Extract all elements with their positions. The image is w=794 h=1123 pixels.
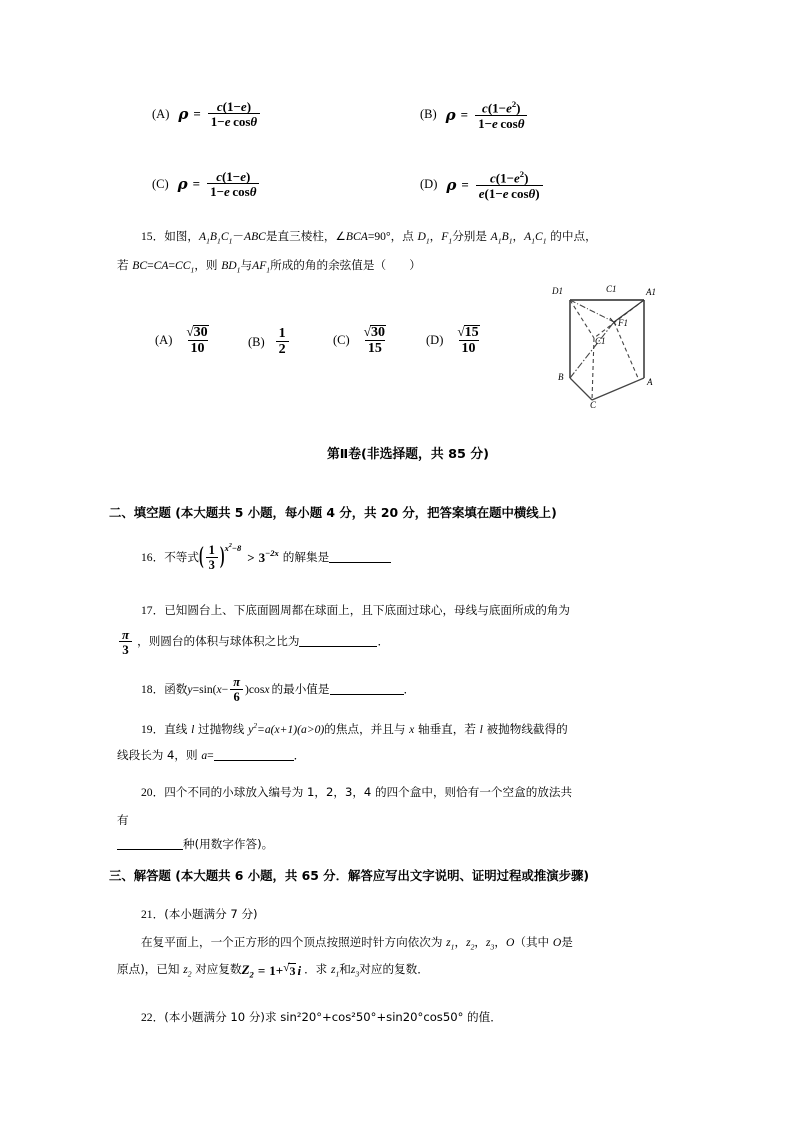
q18-number: 18． — [141, 682, 165, 696]
figure-label-D1: D1 — [552, 286, 563, 296]
q15-option-a-radicand: 30 — [193, 325, 208, 340]
q15-line-1: 15．如图，$A_1B_1C_1-ABC$是直三棱柱，∠BCA=90°，点 $D_1$，$F_1$分别是 $A_1B_1$，$A_1C_1$ 的中点， — [141, 229, 597, 246]
q14-option-b-formula: ρ = $\frac{c(1-e^2)}{\text{1−e cosθ}}$ — [446, 100, 530, 130]
q14-option-a-label: (A) — [152, 106, 170, 121]
q14-option-c[interactable] — [152, 170, 261, 199]
q22-score: (本小题满分 10 分) — [164, 1010, 265, 1024]
q21-score: (本小题满分 7 分) — [164, 907, 258, 921]
q20-answer-blank[interactable] — [117, 838, 183, 850]
figure-label-A1: A1 — [646, 287, 656, 297]
q18-period: ． — [403, 681, 416, 696]
q21-line-3: 原点)，已知 $z_2$ 对应复数 $Z_2$ = 1+ √ 3 i ．求 $z_1$和$z_3$对应的复数． — [117, 961, 429, 980]
q18-formula: y = sin( x − $\frac{\pi}{6}$ )cos x — [187, 675, 270, 704]
q20-number: 20． — [141, 786, 165, 799]
q16-text-a: 不等式 — [164, 549, 199, 564]
figure-label-F1: F1 — [618, 318, 628, 328]
q20-line-1: 20．四个不同的小球放入编号为 1，2，3，4 的四个盒中，则恰有一个空盒的放法共 — [141, 785, 573, 799]
q19-number: 19． — [141, 722, 165, 736]
q22-number: 22． — [141, 1011, 165, 1024]
q21-line-2: 在复平面上，一个正方形的四个顶点按照逆时针方向依次为 $z_1$，$z_2$，$z_3$，O（其中 O是 — [141, 935, 573, 952]
q15-option-c-radicand: 30 — [370, 325, 385, 340]
triangular-prism-svg — [548, 278, 688, 418]
q19-equation: $y^2=a(x+1)(a>0)$ — [248, 721, 325, 736]
figure-label-C1-mid: C1 — [595, 336, 606, 346]
q14-option-a[interactable] — [152, 100, 262, 129]
q17-frac-den: 3 — [119, 641, 132, 656]
q21-z2-formula: $Z_2$ = 1+ √ 3 i — [241, 961, 302, 980]
figure-label-B: B — [558, 372, 564, 382]
q16-number: 16． — [141, 550, 165, 564]
q20-line-3: 种(用数字作答)。 — [117, 838, 273, 852]
figure-label-C1-top: C1 — [606, 284, 617, 294]
q15-option-a-den: 10 — [188, 340, 208, 356]
q15-number: 15． — [141, 230, 165, 243]
q15-option-a-label: (A) — [155, 333, 173, 348]
q16-formula: ( $\frac{1}{3}$ ) $x^2-8$ > 3 −2x — [199, 542, 279, 572]
q17-period: ． — [377, 634, 390, 649]
q16 — [141, 544, 391, 572]
q17-frac-num: π — [122, 627, 130, 642]
q14-option-d-formula: ρ = $\frac{c(1-e^2)}{\text{e(1−e cosθ)}}$ — [446, 170, 544, 200]
figure-label-C: C — [590, 400, 597, 410]
q21-number: 21． — [141, 908, 165, 921]
q18-frac-den: 6 — [230, 689, 242, 704]
q17-text-1: 已知圆台上、下底面圆周都在球面上，且下底面过球心，母线与底面所成的角为 — [164, 603, 570, 617]
q17-text-2: ，则圆台的体积与球体积之比为 — [137, 634, 300, 649]
q14-option-d-label: (D) — [420, 177, 438, 192]
q15-option-d[interactable]: (D) √ 15 10 — [426, 324, 479, 357]
q22-text: 求 sin²20°+cos²50°+sin20°cos50° 的值． — [264, 1010, 502, 1024]
q18-answer-blank[interactable] — [330, 683, 404, 695]
q15-option-b-label: (B) — [248, 334, 265, 349]
q21-line-1 — [141, 908, 258, 922]
q19-line-2: 线段长为 4，则 a= ． — [117, 748, 306, 763]
q15-option-b-num: 1 — [278, 326, 286, 341]
q15-prism-figure — [548, 278, 688, 418]
q15-option-d-label: (D) — [426, 333, 444, 348]
q16-exponent: $x^2-8$ — [224, 542, 242, 553]
q22-line-1 — [141, 1011, 502, 1025]
q20-line-2: 有 — [117, 813, 129, 827]
q15-option-c-den: 15 — [365, 340, 385, 356]
q16-answer-blank[interactable] — [329, 551, 391, 563]
q15-option-a[interactable]: (A) √ 30 10 — [155, 324, 208, 357]
q21-radicand: 3 — [289, 963, 296, 978]
q19-line-1: 19．直线 l 过抛物线 $y^2=a(x+1)(a>0)$的焦点，并且与 x 轴垂直，若 l 被抛物线截得的 — [141, 721, 568, 736]
q19-answer-blank[interactable] — [214, 749, 294, 761]
q17-number: 17． — [141, 604, 165, 617]
q14-option-b[interactable] — [420, 100, 529, 130]
q14-option-b-label: (B) — [420, 107, 437, 122]
q15-option-c[interactable]: (C) √ 30 15 — [333, 324, 385, 357]
q14-option-a-formula: ρ = $\frac{c(1-e)}{\text{1−e cosθ}}$ — [178, 100, 262, 129]
q18-text-b: 的最小值是 — [271, 681, 330, 696]
q15-option-d-radicand: 15 — [464, 325, 479, 340]
volume-two-header: 第Ⅱ卷(非选择题，共 85 分) — [327, 447, 490, 462]
q17-line-1 — [141, 604, 570, 618]
q18-text-a: 函数 — [164, 681, 188, 696]
figure-label-A: A — [647, 377, 653, 387]
section-3-heading: 三、解答题 (本大题共 6 小题，共 65 分．解答应写出文字说明、证明过程或推演步骤) — [109, 868, 590, 883]
q17-line-2 — [117, 628, 389, 657]
q14-option-c-formula: ρ = $\frac{c(1-e)}{\text{1−e cosθ}}$ — [178, 170, 262, 199]
q18 — [141, 676, 415, 704]
section-2-heading: 二、填空题 (本大题共 5 小题，每小题 4 分，共 20 分，把答案填在题中横线上) — [109, 505, 557, 520]
q18-frac-num: π — [233, 675, 241, 689]
q14-option-d[interactable] — [420, 170, 545, 200]
q17-answer-blank[interactable] — [299, 635, 377, 647]
q15-option-d-den: 10 — [459, 340, 479, 356]
q15-line-2: 若 $BC=CA=CC_1$，则 $BD_1$与$AF_1$所成的角的余弦值是（ ） — [117, 258, 421, 275]
q14-option-c-label: (C) — [152, 176, 169, 191]
q15-option-b-den: 2 — [276, 341, 289, 357]
q15-option-b[interactable] — [248, 327, 291, 358]
q15-option-c-label: (C) — [333, 333, 350, 348]
q16-text-b: 的解集是 — [282, 549, 330, 564]
